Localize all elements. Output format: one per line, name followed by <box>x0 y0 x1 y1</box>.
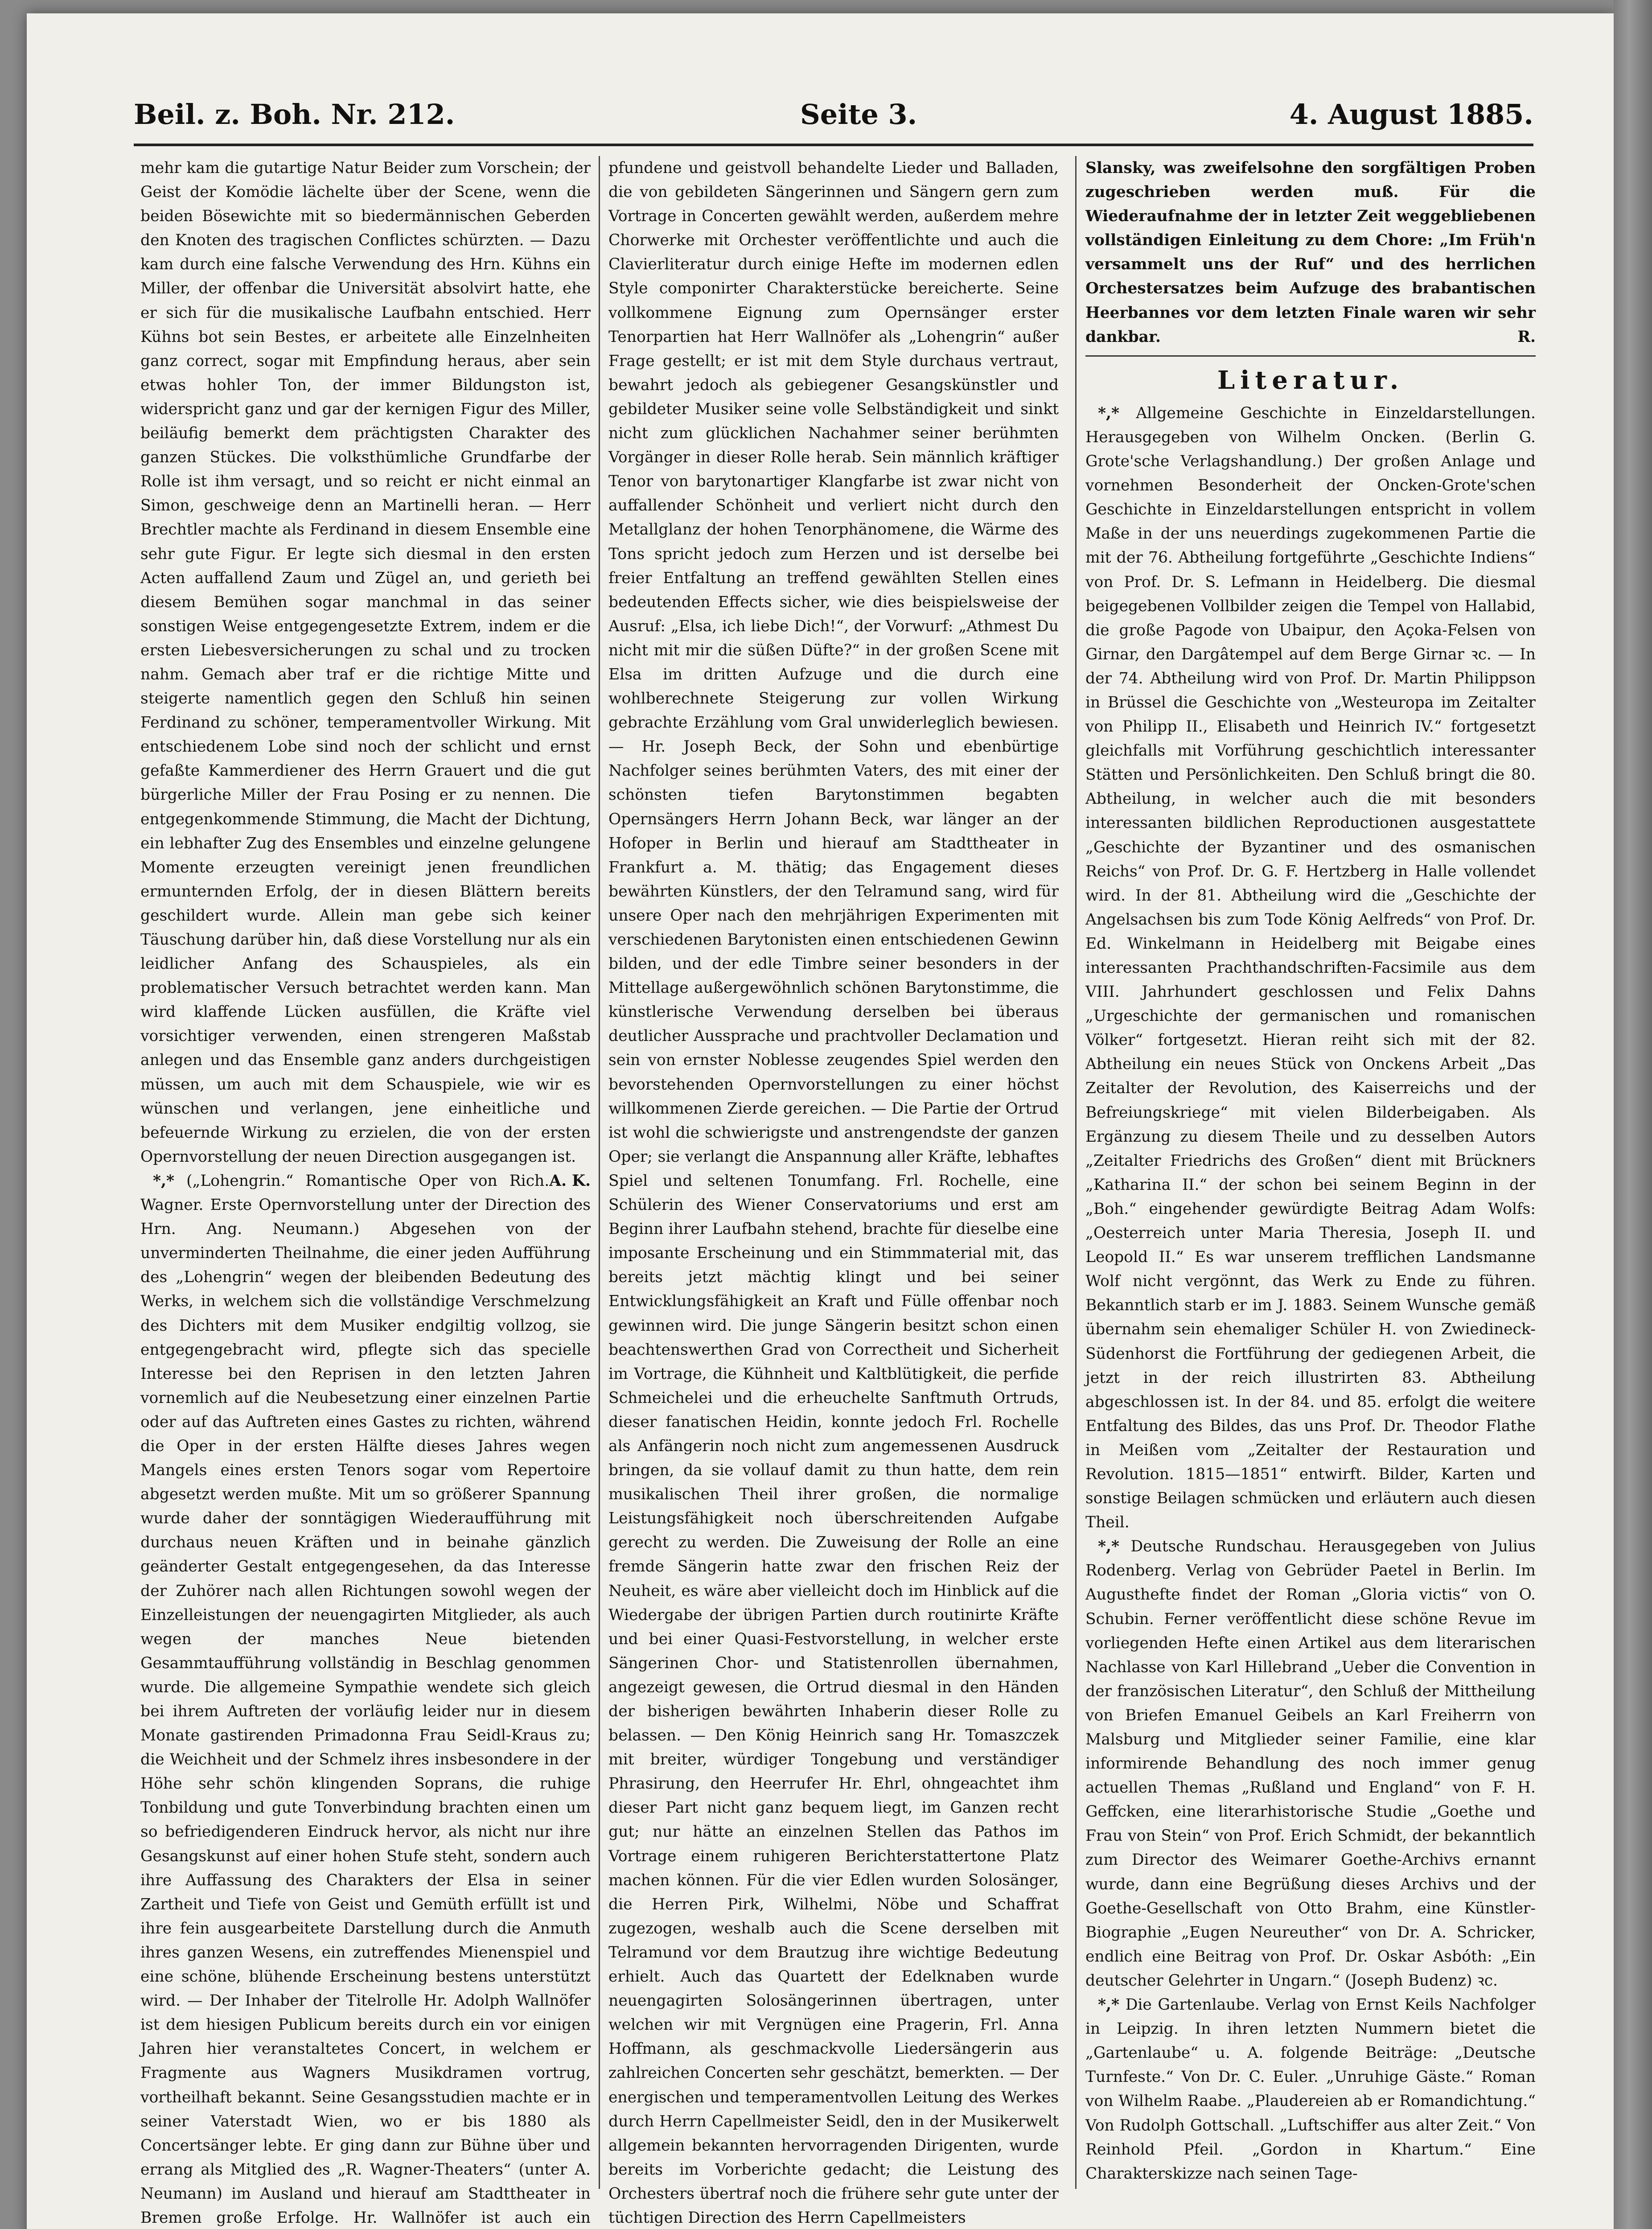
section-rule <box>1085 355 1536 357</box>
asterism-icon: *,* <box>1098 1996 1120 2014</box>
literature-heading: Literatur. <box>1217 365 1404 395</box>
column-1 <box>140 156 591 2227</box>
asterism-icon: *,* <box>153 1172 175 1190</box>
column-3 <box>1085 156 1536 2189</box>
page-number: Seite 3. <box>800 98 917 131</box>
column-2 <box>608 156 1059 2227</box>
scan-edge <box>1614 0 1652 2229</box>
author-signature: R. <box>1517 328 1536 346</box>
page-header <box>134 89 1533 138</box>
header-rule <box>134 144 1533 146</box>
asterism-icon: *,* <box>1098 404 1120 422</box>
asterism-icon: *,* <box>1098 1538 1120 1556</box>
column-divider <box>599 156 600 2189</box>
literature-item: *,* Deutsche Rundschau. Herausgegeben von Julius Rodenberg. Verlag von Gebrüder Paetel in Berlin. Im Augusthefte findet der Roman „Gloria victis“ von O. Schubin. Ferner veröffentlicht diese schöne Revue im vorliegenden Hefte einen Artikel aus dem literarischen Nachlasse von Karl Hillebrand „Ueber die Convention in der französischen Literatur“, den Schluß der Mittheilung von Briefen Emanuel Geibels an Karl Freiherrn von Malsburg und Mitglieder seiner Familie, eine klar informirende Behandlung des noch immer genug actuellen Themas „Rußland und England“ von F. H. Geffcken, eine literarhistorische Studie „Goethe und Frau von Stein“ von Prof. Erich Schmidt, der bekanntlich zum Director des Weimarer Goethe-Archivs ernannt wurde, dann eine Begrüßung dieses Archivs und der Goethe-Gesellschaft von Otto Brahm, eine Künstler-Biographie „Eugen Neureuther“ von Dr. A. Schricker, endlich eine Beitrag von Prof. Dr. Oskar Asbóth: „Ein deutscher Gelehrter in Ungarn.“ (Joseph Budenz) ꝛc. <box>1085 1538 1536 1990</box>
literature-item: *,* Die Gartenlaube. Verlag von Ernst Keils Nachfolger in Leipzig. In ihren letzten Nummern bietet die „Gartenlaube“ u. A. folgende Beiträge: „Deutsche Turnfeste.“ Von Dr. C. Euler. „Unruhige Gäste.“ Roman von Wilhelm Raabe. „Plaudereien ab er Romandichtung.“ Von Rudolph Gottschall. „Luftschiffer aus alter Zeit.“ Von Reinhold Pfeil. „Gordon in Khartum.“ Eine Charakterskizze nach seinen Tage- <box>1085 1996 1536 2183</box>
issue-date: 4. August 1885. <box>1289 98 1533 131</box>
theater-review-paragraph: mehr kam die gutartige Natur Beider zum Vorschein; der Geist der Komödie lächelte über der Scene, wenn die beiden Bösewichte mit so biedermännischen Geberden den Knoten des tragischen Conflictes schürzten. — Dazu kam durch eine falsche Verwendung des Hrn. Kühns ein Miller, der offenbar die Universität absolvirt hatte, ehe er sich für die musikalische Laufbahn entschied. Herr Kühns bot sein Bestes, er arbeitete alle Einzelnheiten ganz correct, sogar mit Empfindung heraus, aber sein etwas hohler Ton, der immer Bildungston ist, widerspricht ganz und gar der kernigen Figur des Miller, beiläufig bemerkt dem prächtigsten Charakter des ganzen Stückes. Die volksthümliche Grundfarbe der Rolle ist ihm versagt, und so reicht er nicht einmal an Simon, geschweige denn an Martinelli heran. — Herr Brechtler machte als Ferdinand in diesem Ensemble eine sehr gute Figur. Er legte sich diesmal in den ersten Acten auffallend Zaum und Zügel an, und gerieth bei diesem Bemühen sogar manchmal in das seiner sonstigen Weise entgegengesetzte Extrem, indem er die ersten Liebesversicherungen zu schal und zu trocken nahm. Gemach aber traf er die richtige Mitte und steigerte namentlich gegen den Schluß hin seinen Ferdinand zu schöner, temperamentvoller Wirkung. Mit entschiedenem Lobe sind noch der schlicht und ernst gefaßte Kammerdiener des Herrn Grauert und die gut bürgerliche Miller der Frau Posing er zu nennen. Die entgegenkommende Stimmung, die Macht der Dichtung, ein lebhafter Zug des Ensembles und einzelne gelungene Momente erzeugten vereinigt jenen freundlichen ermunternden Erfolg, der in diesen Blättern bereits geschildert wurde. Allein man gebe sich keiner Täuschung darüber hin, daß diese Vorstellung nur als ein leidlicher Anfang des Schauspieles, als ein problematischer Versuch betrachtet werden kann. Man wird klaffende Lücken ausfüllen, die Kräfte viel vorsichtiger verwenden, einen strengeren Maßstab anlegen und das Ensemble ganz anders durchgeistigen müssen, um auch mit dem Schauspiele, wie wir es wünschen und verlangen, jene einheitliche und befeuernde Wirkung zu erzielen, die von der ersten Opernvorstellung der neuen Direction ausgegangen ist. A. K. <box>140 156 591 1169</box>
newspaper-page <box>27 13 1614 2229</box>
author-signature: A. K. <box>549 1172 591 1190</box>
column-divider <box>1075 156 1077 2189</box>
lohengrin-review-end: Slansky, was zweifelsohne den sorgfältigen Proben zugeschrieben werden muß. Für die Wiederaufnahme der in letzter Zeit weggebliebenen vollständigen Einleitung zu dem Chore: „Im Früh'n versammelt uns der Ruf“ und des herrlichen Orchestersatzes beim Aufzuge des brabantischen Heerbannes vor dem letzten Finale waren wir sehr dankbar. R. <box>1085 156 1536 349</box>
issue-reference: Beil. z. Boh. Nr. 212. <box>134 98 455 131</box>
lohengrin-review-continued: pfundene und geistvoll behandelte Lieder und Balladen, die von gebildeten Sängerinnen und Sängern gern zum Vortrage in Concerten gewählt werden, außerdem mehre Chorwerke mit Orchester veröffentlichte und auch die Clavierliteratur durch einige Hefte im modernen edlen Style componirter Charakterstücke bereicherte. Seine vollkommene Eignung zum Opernsänger erster Tenorpartien hat Herr Wallnöfer als „Lohengrin“ außer Frage gestellt; er ist mit dem Style durchaus vertraut, bewahrt jedoch als gebiegener Gesangskünstler und gebildeter Musiker seine volle Selbständigkeit und sinkt nicht zum glücklichen Nachahmer seiner berühmten Vorgänger in dieser Rolle herab. Sein männlich kräftiger Tenor von barytonartiger Klangfarbe ist zwar nicht von auffallender Schönheit und verliert nicht durch den Metallglanz der hohen Tenorphänomene, die Wärme des Tons spricht jedoch zum Herzen und ist derselbe bei freier Entfaltung an treffend gewählten Stellen eines bedeutenden Effects sicher, wie dies beispielsweise der Ausruf: „Elsa, ich liebe Dich!“, der Vorwurf: „Athmest Du nicht mit mir die süßen Düfte?“ in der großen Scene mit Elsa im dritten Aufzuge und die durch eine wohlberechnete Steigerung zur vollen Wirkung gebrachte Erzählung vom Gral unwiderleglich bewiesen. — Hr. Joseph Beck, der Sohn und ebenbürtige Nachfolger seines berühmten Vaters, des mit einer der schönsten tiefen Barytonstimmen begabten Opernsängers Herrn Johann Beck, war länger an der Hofoper in Berlin und hierauf am Stadttheater in Frankfurt a. M. thätig; das Engagement dieses bewährten Künstlers, der den Telramund sang, wird für unsere Oper nach den mehrjährigen Experimenten mit verschiedenen Barytonisten einen entschiedenen Gewinn bilden, und der edle Timbre seiner besonders in der Mittellage außergewöhnlich schönen Barytonstimme, die künstlerische Verwendung derselben bei überaus deutlicher Aussprache und prachtvoller Declamation und sein von ernster Noblesse zeugendes Spiel werden den bevorstehenden Opernvorstellungen zu einer höchst willkommenen Zierde gereichen. — Die Partie der Ortrud ist wohl die schwierigste und anstrengendste der ganzen Oper; sie verlangt die Anspannung aller Kräfte, lebhaftes Spiel und seltenen Tonumfang. Frl. Rochelle, eine Schülerin des Wiener Conservatoriums und erst am Beginn ihrer Laufbahn stehend, brachte für dieselbe eine imposante Erscheinung und ein Stimmmaterial mit, das bereits jetzt mächtig klingt und bei seiner Entwicklungsfähigkeit an Kraft und Fülle offenbar noch gewinnen wird. Die junge Sängerin besitzt schon einen beachtenswerthen Grad von Correctheit und Sicherheit im Vortrage, die Kühnheit und Kaltblütigkeit, die perfide Schmeichelei und die erheuchelte Sanftmuth Ortruds, dieser fanatischen Heidin, konnte jedoch Frl. Rochelle als Anfängerin noch nicht zum angemessenen Ausdruck bringen, da sie vollauf damit zu thun hatte, dem rein musikalischen Theil ihrer großen, die normalige Leistungsfähigkeit noch überschreitenden Aufgabe gerecht zu werden. Die Zuweisung der Rolle an eine fremde Sängerin hatte zwar den frischen Reiz der Neuheit, es wäre aber vielleicht doch im Hinblick auf die Wiedergabe der übrigen Partien durch routinirte Kräfte und bei einer Quasi-Festvorstellung, in welcher erste Sängerinen Chor- und Statistenrollen übernahmen, angezeigt gewesen, die Ortrud diesmal in den Händen der bisherigen bewährten Inhaberin dieser Rolle zu belassen. — Den König Heinrich sang Hr. Tomaszczek mit breiter, würdiger Tongebung und verständiger Phrasirung, den Heerrufer Hr. Ehrl, ohngeachtet ihm dieser Part nicht ganz bequem liegt, im Ganzen recht gut; nur hätte an einzelnen Stellen das Pathos im Vortrage einem ruhigeren Berichterstattertone Platz machen können. Für die vier Edlen wurden Solosänger, die Herren Pirk, Wilhelmi, Nöbe und Schaffrat zugezogen, weshalb auch die Scene derselben mit Telramund vor dem Brautzug ihre wichtige Bedeutung erhielt. Auch das Quartett der Edelknaben wurde neuengagirten Solosängerinnen übertragen, unter welchen wir mit Vergnügen eine Pragerin, Frl. Anna Hoffmann, als geschmackvolle Liedersängerin aus zahlreichen Concerten sehr geschätzt, bemerkten. — Der energischen und temperamentvollen Leitung des Werkes durch Herrn Capellmeister Seidl, den in der Musikerwelt allgemein bekannten hervorragenden Dirigenten, wurde bereits im Vorberichte gedacht; die Leistung des Orchesters übertraf noch die frühere sehr gute unter der tüchtigen Direction des Herrn Capellmeisters <box>608 159 1059 2227</box>
literature-item: *,* Allgemeine Geschichte in Einzeldarstellungen. Herausgegeben von Wilhelm Oncken. (Berlin G. Grote'sche Verlagshandlung.) Der großen Anlage und vornehmen Besonderheit der Oncken-Grote'schen Geschichte in Einzeldarstellungen entspricht in vollem Maße in der uns neuerdings zugekommenen Partie die mit der 76. Abtheilung fortgeführte „Geschichte Indiens“ von Prof. Dr. S. Lefmann in Heidelberg. Die diesmal beigegebenen Vollbilder zeigen die Tempel von Hallabid, die große Pagode von Ubaipur, den Açoka-Felsen von Girnar, den Dargâtempel auf dem Berge Girnar ꝛc. — In der 74. Abtheilung wird von Prof. Dr. Martin Philippson in Brüssel die Geschichte von „Westeuropa im Zeitalter von Philipp II., Elisabeth und Heinrich IV.“ fortgesetzt gleichfalls mit Vorführung geschichtlich interessanter Stätten und Persönlichkeiten. Den Schluß bringt die 80. Abtheilung, in welcher auch die mit besonders interessanten bildlichen Reproductionen ausgestattete „Geschichte der Byzantiner und des osmanischen Reichs“ von Prof. Dr. G. F. Hertzberg in Halle vollendet wird. In der 81. Abtheilung wird die „Geschichte der Angelsachsen bis zum Tode König Aelfreds“ von Prof. Dr. Ed. Winkelmann in Heidelberg mit Beigabe eines interessanten Prachthandschriften-Facsimile aus dem VIII. Jahrhundert geschlossen und Felix Dahns „Urgeschichte der germanischen und romanischen Völker“ fortgesetzt. Hieran reiht sich mit der 82. Abtheilung ein neues Stück von Onckens Arbeit „Das Zeitalter der Revolution, des Kaiserreichs und der Befreiungskriege“ mit vielen Bilderbeigaben. Als Ergänzung zu diesem Theile und zu desselben Autors „Zeitalter Friedrichs des Großen“ dient mit Brückners „Katharina II.“ der schon bei seinem Beginn in der „Boh.“ eingehender gewürdigte Beitrag Adam Wolfs: „Oesterreich unter Maria Theresia, Joseph II. und Leopold II.“ Es war unserem trefflichen Landsmanne Wolf nicht vergönnt, das Werk zu Ende zu führen. Bekanntlich starb er im J. 1883. Seinem Wunsche gemäß übernahm sein ehemaliger Schüler H. von Zwiedineck-Südenhorst die Fortführung der gediegenen Arbeit, die jetzt in der reich illustrirten 83. Abtheilung abgeschlossen ist. In der 84. und 85. erfolgt die weitere Entfaltung des Bildes, das uns Prof. Dr. Theodor Flathe in Meißen vom „Zeitalter der Restauration und Revolution. 1815—1851“ entwirft. Bilder, Karten und sonstige Beilagen schmücken und erläutern auch diesen Theil. <box>1085 404 1536 1532</box>
lohengrin-review-paragraph: *,* („Lohengrin.“ Romantische Oper von Rich. Wagner. Erste Opernvorstellung unter der Direction des Hrn. Ang. Neumann.) Abgesehen von der unverminderten Theilnahme, die einer jeden Aufführung des „Lohengrin“ wegen der bleibenden Bedeutung des Werks, in welchem sich die vollständige Verschmelzung des Dichters mit dem Musiker endgiltig vollzog, sie entgegengebracht wird, pflegte sich das specielle Interesse bei den Reprisen in den letzten Jahren vornemlich auf die Neubesetzung einer einzelnen Partie oder auf das Auftreten eines Gastes zu richten, während die Oper in der ersten Hälfte dieses Jahres wegen Mangels eines ersten Tenors sogar vom Repertoire abgesetzt werden mußte. Mit um so größerer Spannung wurde daher der sonntägigen Wiederaufführung mit durchaus neuen Kräften und in beinahe gänzlich geänderter Gestalt entgegengesehen, da das Interesse der Zuhörer nach allen Richtungen sowohl wegen der Einzelleistungen der neuengagirten Mitglieder, als auch wegen der manches Neue bietenden Gesammtaufführung vollständig in Beschlag genommen wurde. Die allgemeine Sympathie wendete sich gleich bei ihrem Auftreten der vorläufig leider nur in diesem Monate gastirenden Primadonna Frau Seidl-Kraus zu; die Weichheit und der Schmelz ihres insbesondere in der Höhe sehr schön klingenden Soprans, die ruhige Tonbildung und gute Tonverbindung brachten einen um so befriedigenderen Eindruck hervor, als nicht nur ihre Gesangskunst auf einer hohen Stufe steht, sondern auch ihre Auffassung des Charakters der Elsa in seiner Zartheit und Tiefe von Geist und Gemüth erfüllt ist und ihre fein ausgearbeitete Darstellung durch die Anmuth ihres ganzen Wesens, ein zutreffendes Mienenspiel und eine schöne, blühende Erscheinung bestens unterstützt wird. — Der Inhaber der Titelrolle Hr. Adolph Wallnöfer ist dem hiesigen Publicum bereits durch ein vor einigen Jahren hier veranstaltetes Concert, in welchem er Fragmente aus Wagners Musikdramen vortrug, vortheilhaft bekannt. Seine Gesangsstudien machte er in seiner Vaterstadt Wien, wo er bis 1880 als Concertsänger lebte. Er ging dann zur Bühne über und errang als Mitglied des „R. Wagner-Theaters“ (unter A. Neumann) im Ausland und hierauf am Stadttheater in Bremen große Erfolge. Hr. Wallnöfer ist auch ein <box>140 1172 591 2227</box>
